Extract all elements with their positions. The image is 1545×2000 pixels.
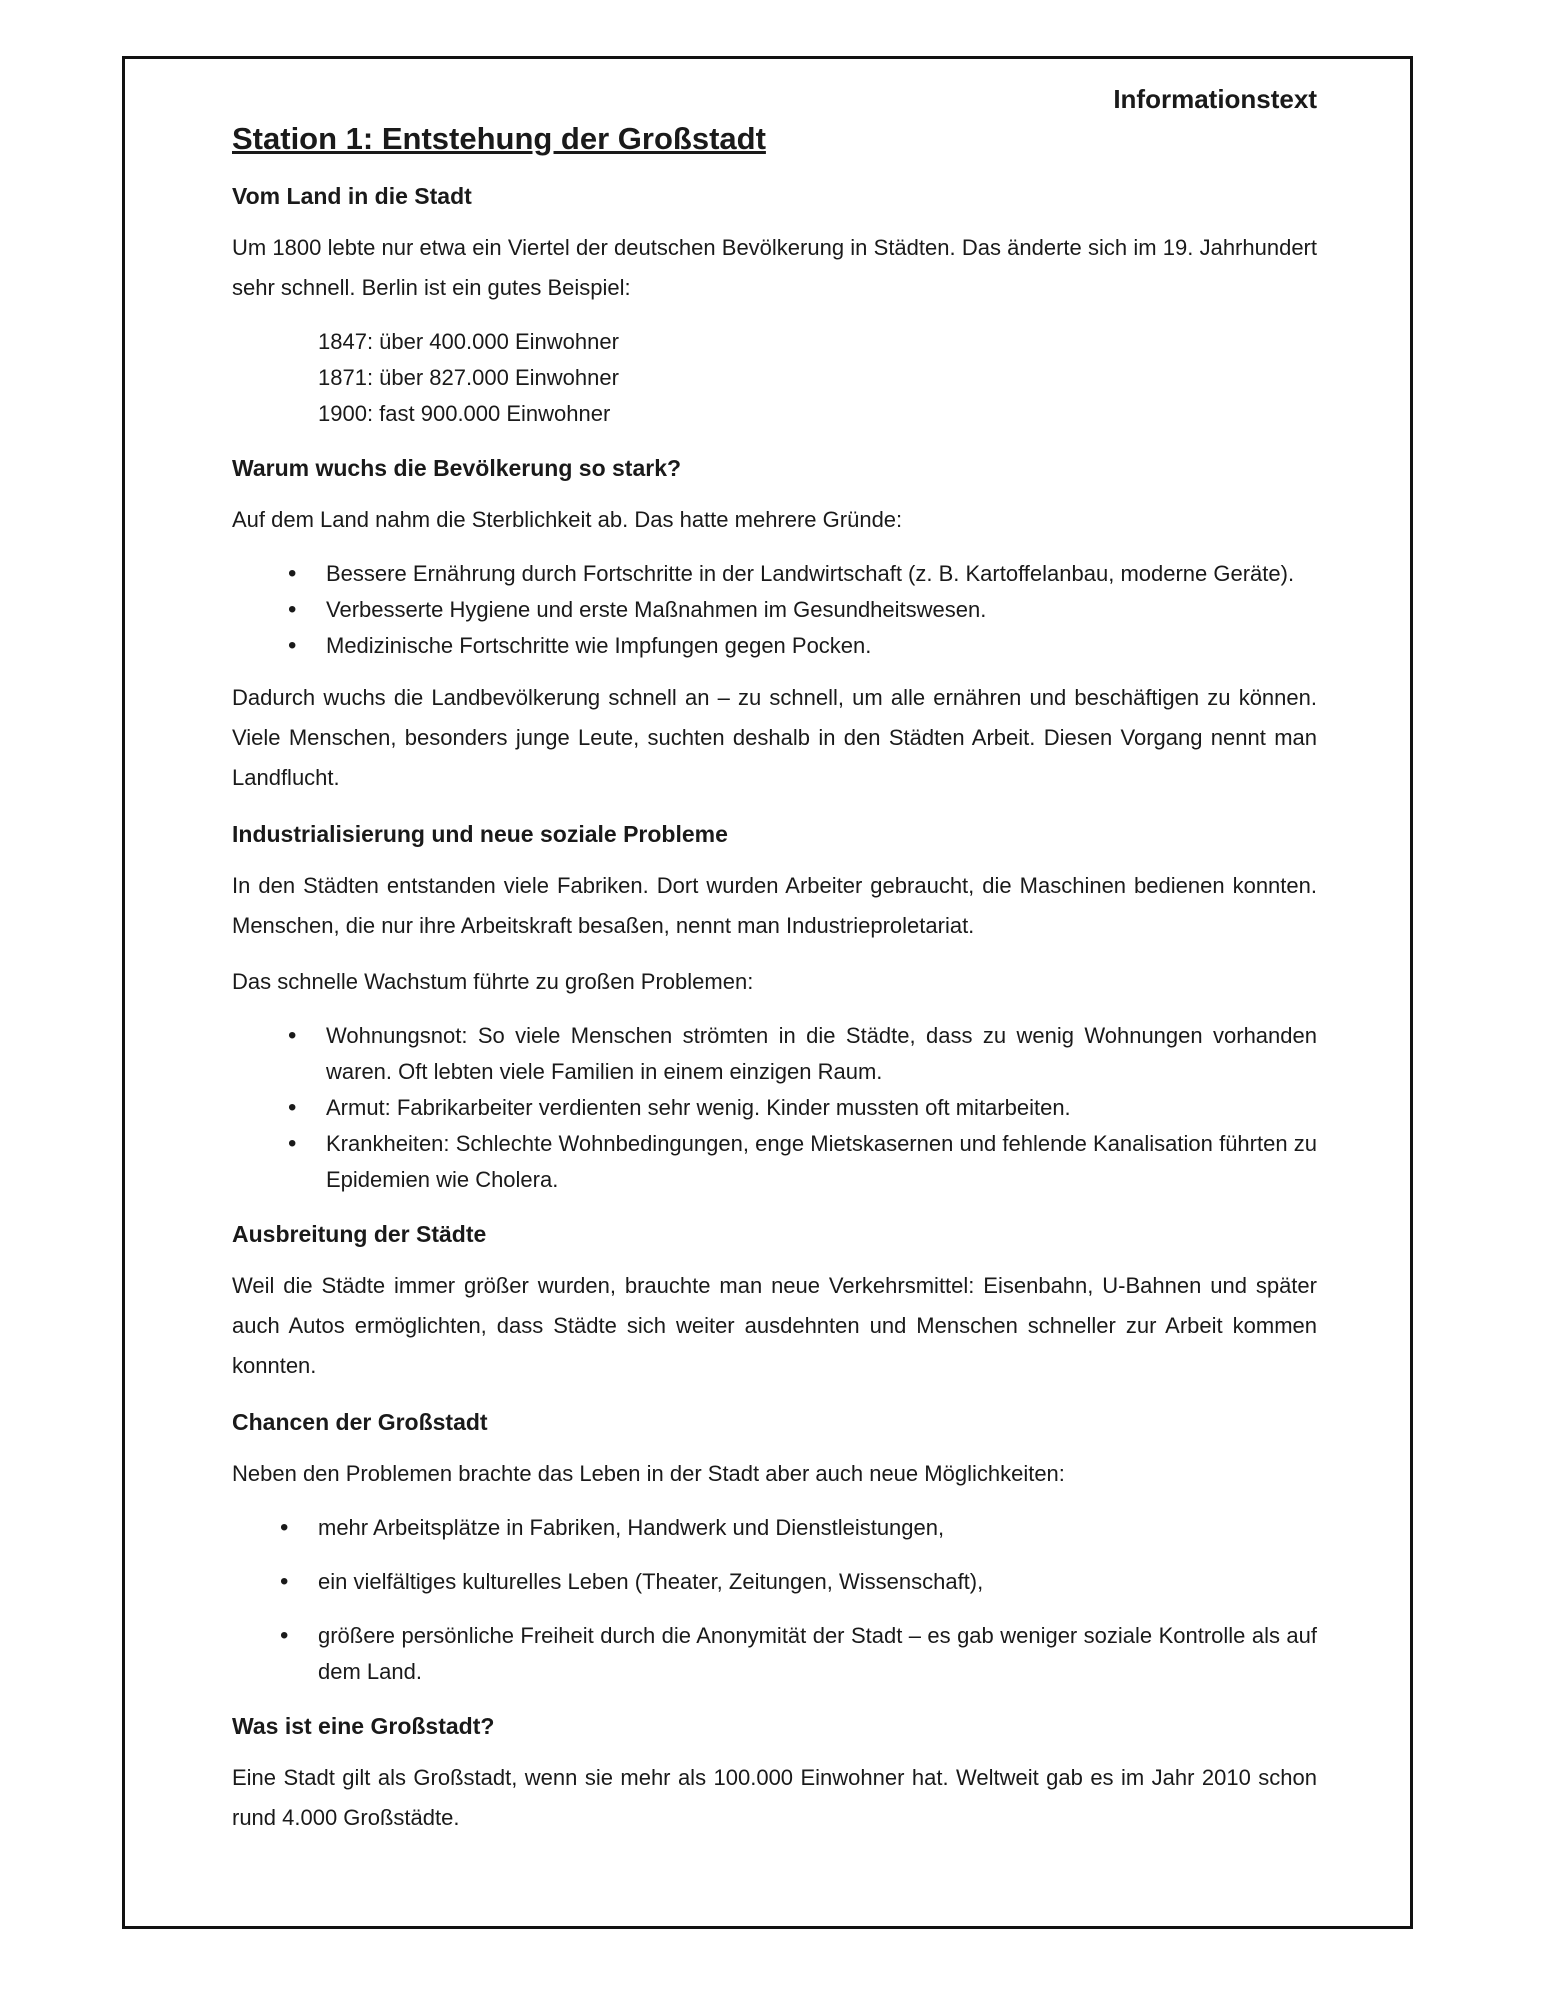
list-item: • Wohnungsnot: So viele Menschen strömten in die Städte, dass zu wenig Wohnungen vorhanden waren. Oft lebten viele Familien in einem einzigen Raum.	[326, 1018, 1317, 1090]
list-probleme	[232, 1018, 1317, 1198]
paragraph-landflucht: Dadurch wuchs die Landbevölkerung schnell an – zu schnell, um alle ernähren und beschäftigen zu können. Viele Menschen, besonders junge Leute, suchten deshalb in den Städten Arbeit. Diesen Vorgang nennt man Landflucht.	[232, 685, 1317, 790]
list-item: • mehr Arbeitsplätze in Fabriken, Handwerk und Dienstleistungen,	[318, 1510, 1317, 1546]
list-item: • größere persönliche Freiheit durch die Anonymität der Stadt – es gab weniger soziale Kontrolle als auf dem Land.	[318, 1618, 1317, 1690]
list-item: • ein vielfältiges kulturelles Leben (Theater, Zeitungen, Wissenschaft),	[318, 1564, 1317, 1600]
paragraph-verkehr: Weil die Städte immer größer wurden, brauchte man neue Verkehrsmittel: Eisenbahn, U-Bahnen und später auch Autos ermöglichten, dass Städte sich weiter ausdehnten und Menschen schneller zur Arbeit kommen konnten.	[232, 1273, 1317, 1378]
list-item: • Armut: Fabrikarbeiter verdienten sehr wenig. Kinder mussten oft mitarbeiten.	[326, 1090, 1317, 1126]
section-heading-industrialisierung: Industrialisierung und neue soziale Probleme	[232, 821, 728, 847]
list-chancen	[232, 1510, 1317, 1690]
paragraph-moeglichkeiten: Neben den Problemen brachte das Leben in der Stadt aber auch neue Möglichkeiten:	[232, 1461, 1065, 1486]
paragraph-intro: Um 1800 lebte nur etwa ein Viertel der deutschen Bevölkerung in Städten. Das änderte sich im 19. Jahrhundert sehr schnell. Berlin ist ein gutes Beispiel:	[232, 235, 1317, 300]
document-body	[232, 80, 1317, 1854]
document-type-label: Informationstext	[1113, 84, 1317, 114]
section-heading-ausbreitung: Ausbreitung der Städte	[232, 1221, 487, 1247]
list-gruende	[232, 556, 1317, 664]
population-1847: 1847: über 400.000 Einwohner	[318, 329, 619, 354]
paragraph-fabriken: In den Städten entstanden viele Fabriken. Dort wurden Arbeiter gebraucht, die Maschinen bedienen konnten. Menschen, die nur ihre Arbeitskraft besaßen, nennt man Industrieproletariat.	[232, 873, 1317, 938]
paragraph-probleme: Das schnelle Wachstum führte zu großen Problemen:	[232, 969, 754, 994]
list-item: • Bessere Ernährung durch Fortschritte in der Landwirtschaft (z. B. Kartoffelanbau, moderne Geräte).	[326, 556, 1317, 592]
population-figures	[318, 324, 1317, 432]
population-1900: 1900: fast 900.000 Einwohner	[318, 401, 611, 426]
section-heading-land-stadt: Vom Land in die Stadt	[232, 183, 472, 209]
page-title: Station 1: Entstehung der Großstadt	[232, 121, 766, 156]
list-item: • Medizinische Fortschritte wie Impfungen gegen Pocken.	[326, 628, 1317, 664]
list-item: • Krankheiten: Schlechte Wohnbedingungen, enge Mietskasernen und fehlende Kanalisation führten zu Epidemien wie Cholera.	[326, 1126, 1317, 1198]
paragraph-sterblichkeit: Auf dem Land nahm die Sterblichkeit ab. Das hatte mehrere Gründe:	[232, 507, 903, 532]
list-item: • Verbesserte Hygiene und erste Maßnahmen im Gesundheitswesen.	[326, 592, 1317, 628]
population-1871: 1871: über 827.000 Einwohner	[318, 365, 619, 390]
section-heading-chancen: Chancen der Großstadt	[232, 1409, 488, 1435]
section-heading-grossstadt: Was ist eine Großstadt?	[232, 1713, 495, 1739]
section-heading-bevoelkerung: Warum wuchs die Bevölkerung so stark?	[232, 455, 682, 481]
paragraph-definition: Eine Stadt gilt als Großstadt, wenn sie mehr als 100.000 Einwohner hat. Weltweit gab es im Jahr 2010 schon rund 4.000 Großstädte.	[232, 1765, 1317, 1830]
